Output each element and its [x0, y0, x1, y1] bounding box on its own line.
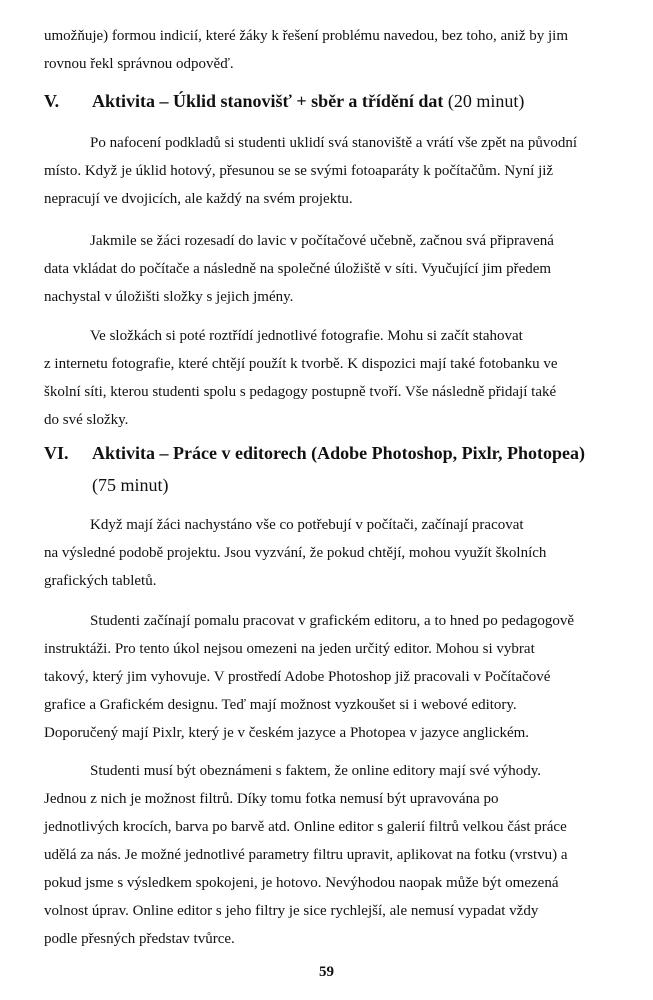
section-heading-vi: [44, 437, 632, 501]
text-line: do své složky.: [44, 412, 129, 428]
heading-line: [92, 85, 632, 117]
heading-numeral: V.: [44, 91, 60, 111]
paragraph-computers: [44, 227, 632, 311]
text-line: Doporučený mají Pixlr, který je v českém jazyce a Photopea v jazyce anglickém.: [44, 725, 530, 741]
text-line: Jednou z nich je možnost filtrů. Díky tomu fotka nemusí být upravována po: [44, 791, 499, 807]
text-line: pokud jsme s výsledkem spokojeni, je hotovo. Nevýhodou naopak může být omezená: [44, 875, 559, 891]
text-line: Studenti začínají pomalu pracovat v grafickém editoru, a to hned po pedagogově: [90, 613, 575, 629]
text-line: umožňuje) formou indicií, které žáky k řešení problému navedou, bez toho, aniž by jim: [44, 28, 569, 44]
paragraph-cleanup: [44, 129, 632, 213]
page-number: 59: [319, 964, 334, 980]
text-line: jednotlivých krocích, barva po barvě atd. Online editor s galerií filtrů velkou část práce: [44, 819, 567, 835]
text-line: Když mají žáci nachystáno vše co potřebují v počítači, začínají pracovat: [90, 517, 524, 533]
text-line: grafických tabletů.: [44, 573, 157, 589]
heading-line: [92, 469, 632, 501]
text-line: na výsledné podobě projektu. Jsou vyzvání, že pokud chtějí, mohou využít školních: [44, 545, 547, 561]
text-line: podle přesných představ tvůrce.: [44, 931, 235, 947]
heading-title: Aktivita – Práce v editorech (Adobe Photoshop, Pixlr, Photopea): [92, 443, 585, 463]
text-line: nachystal v úložišti složky s jejich jmény.: [44, 289, 294, 305]
heading-numeral: VI.: [44, 443, 69, 463]
text-line: školní síti, kterou studenti spolu s pedagogy postupně tvoří. Vše následně přidají také: [44, 384, 557, 400]
heading-title: Aktivita – Úklid stanovišť + sběr a třídění dat: [92, 91, 444, 111]
heading-duration: (75 minut): [92, 475, 169, 495]
text-line: nepracují ve dvojicích, ale každý na svém projektu.: [44, 191, 353, 207]
text-line: místo. Když je úklid hotový, přesunou se se svými fotoaparáty k počítačům. Nyní již: [44, 163, 554, 179]
heading-duration: (20 minut): [447, 91, 525, 111]
paragraph-start-work: [44, 511, 632, 595]
text-line: volnost úprav. Online editor s jeho filtry je sice rychlejší, ale nemusí vypadat vždy: [44, 903, 539, 919]
text-line: Po nafocení podkladů si studenti uklidí svá stanoviště a vrátí vše zpět na původní: [90, 135, 577, 151]
heading-line: [92, 437, 632, 469]
paragraph-editors: [44, 607, 632, 747]
text-line: Ve složkách si poté roztřídí jednotlivé fotografie. Mohu si začít stahovat: [90, 328, 523, 344]
paragraph-folders: [44, 322, 632, 434]
text-line: data vkládat do počítače a následně na společné úložiště v síti. Vyučující jim předem: [44, 261, 552, 277]
text-line: Studenti musí být obeznámeni s faktem, že online editory mají své výhody.: [90, 763, 542, 779]
text-line: grafice a Grafickém designu. Teď mají možnost vyzkoušet si i webové editory.: [44, 697, 517, 713]
paragraph-intro-continuation: [44, 22, 632, 78]
section-heading-v: [44, 85, 632, 117]
text-line: takový, který jim vyhovuje. V prostředí Adobe Photoshop již pracovali v Počítačové: [44, 669, 551, 685]
text-line: rovnou řekl správnou odpověď.: [44, 56, 234, 72]
text-line: Jakmile se žáci rozesadí do lavic v počítačové učebně, začnou svá připravená: [90, 233, 554, 249]
text-line: instruktáži. Pro tento úkol nejsou omezeni na jeden určitý editor. Mohou si vybrat: [44, 641, 535, 657]
text-line: z internetu fotografie, které chtějí použít k tvorbě. K dispozici mají také fotobanku ve: [44, 356, 558, 372]
paragraph-online-editors: [44, 757, 632, 953]
text-line: udělá za nás. Je možné jednotlivé parametry filtru upravit, aplikovat na fotku (vrstvu) a: [44, 847, 568, 863]
